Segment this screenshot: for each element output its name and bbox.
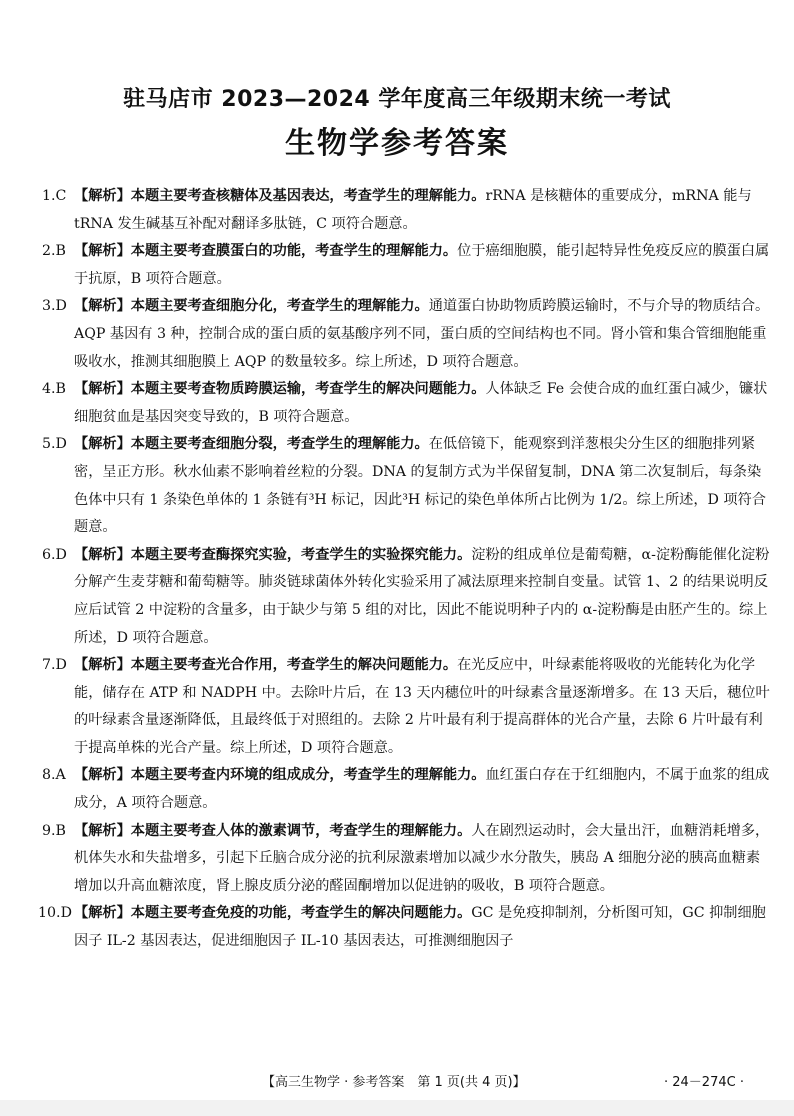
- answer-focus: 本题主要考查免疫的功能，考查学生的解决问题能力。: [130, 905, 472, 922]
- answer-item-7: [42, 652, 770, 762]
- answer-focus: 本题主要考查物质跨膜运输，考查学生的解决问题能力。: [130, 381, 486, 398]
- answer-focus: 本题主要考查光合作用，考查学生的解决问题能力。: [130, 657, 458, 674]
- answer-text: 位于癌细胞膜，能引起特异性免疫反应的膜蛋白属于抗原，B 项符合题意。: [74, 243, 770, 287]
- answer-text: 人体缺乏 Fe 会使合成的血红蛋白减少，镰状细胞贫血是基因突变导致的，B 项符合题意。: [74, 381, 768, 425]
- answer-text: 血红蛋白存在于红细胞内，不属于血浆的组成成分，A 项符合题意。: [74, 767, 770, 812]
- answer-focus: 本题主要考查膜蛋白的功能，考查学生的理解能力。: [130, 243, 458, 260]
- answer-item-8: [42, 762, 770, 817]
- answer-item-3: [42, 293, 770, 376]
- answer-focus: 本题主要考查细胞分化，考查学生的理解能力。: [130, 298, 429, 315]
- analysis-tag: 【解析】: [74, 381, 131, 398]
- answer-number: 8.A: [42, 767, 66, 784]
- answer-item-9: [42, 818, 770, 901]
- footer-code: · 24－274C ·: [664, 1075, 744, 1090]
- analysis-tag: 【解析】: [74, 546, 131, 563]
- answer-item-10: [38, 900, 770, 955]
- answer-focus: 本题主要考查人体的激素调节，考查学生的理解能力。: [130, 822, 472, 839]
- answer-item-5: [42, 431, 770, 541]
- answer-text: 在低倍镜下，能观察到洋葱根尖分生区的细胞排列紧密，呈正方形。秋水仙素不影响着丝粒的分裂。DNA 的复制方式为半保留复制，DNA 第二次复制后，每条染色体中只有 1 条染色单体的 1 条链有³H 标记，因此³H 标记的染色单体所占比例为 1/2。综上所述，D 项符合题意。: [74, 436, 766, 536]
- answer-number: 4.B: [42, 381, 66, 398]
- answer-focus: 本题主要考查核糖体及基因表达，考查学生的理解能力。: [130, 188, 486, 204]
- answer-item-4: [42, 376, 770, 431]
- answer-number: 1.C: [42, 188, 67, 204]
- analysis-tag: 【解析】: [74, 905, 131, 922]
- bottom-edge: [0, 1100, 794, 1116]
- answer-focus: 本题主要考查酶探究实验，考查学生的实验探究能力。: [130, 546, 472, 563]
- analysis-tag: 【解析】: [74, 436, 131, 453]
- analysis-tag: 【解析】: [74, 657, 131, 674]
- analysis-tag: 【解析】: [74, 188, 131, 204]
- answer-number: 5.D: [42, 436, 67, 453]
- answer-focus: 本题主要考查细胞分裂，考查学生的理解能力。: [130, 436, 429, 453]
- footer-page-info: 【高三生物学 · 参考答案 第 1 页(共 4 页)】: [262, 1075, 526, 1090]
- answer-focus: 本题主要考查内环境的组成成分，考查学生的理解能力。: [130, 767, 486, 784]
- answer-number: 7.D: [42, 657, 67, 674]
- answer-list: [38, 183, 770, 956]
- answer-text: 在光反应中，叶绿素能将吸收的光能转化为化学能，储存在 ATP 和 NADPH 中。去除叶片后，在 13 天内穗位叶的叶绿素含量逐渐增多。在 13 天后，穗位叶的叶绿素含量逐渐降低，且最终低于对照组的。去除 2 片叶最有利于提高群体的光合产量，去除 6 片叶最有利于提高单株的光合产量。综上所述，D 项符合题意。: [74, 657, 770, 756]
- analysis-tag: 【解析】: [74, 767, 131, 784]
- analysis-tag: 【解析】: [74, 243, 131, 260]
- analysis-tag: 【解析】: [74, 822, 131, 839]
- answer-number: 9.B: [42, 822, 66, 839]
- answer-number: 6.D: [42, 546, 67, 563]
- answer-text: GC 是免疫抑制剂，分析图可知，GC 抑制细胞因子 IL-2 基因表达，促进细胞因子 IL-10 基因表达，可推测细胞因子: [74, 905, 766, 950]
- analysis-tag: 【解析】: [74, 298, 131, 315]
- answer-text: 淀粉的组成单位是葡萄糖，α-淀粉酶能催化淀粉分解产生麦芽糖和葡萄糖等。肺炎链球菌体外转化实验采用了减法原理来控制自变量。试管 1、2 的结果说明反应后试管 2 中淀粉的含量多，由于缺少与第 5 组的对比，因此不能说明种子内的 α-淀粉酶是由胚产生的。综上所述，D 项符合题意。: [74, 546, 770, 646]
- answer-text: rRNA 是核糖体的重要成分，mRNA 能与 tRNA 发生碱基互补配对翻译多肽链，C 项符合题意。: [74, 188, 752, 232]
- exam-title: 驻马店市 2023—2024 学年度高三年级期末统一考试: [123, 87, 671, 112]
- page-title: 生物学参考答案: [285, 126, 509, 161]
- answer-item-1: [42, 183, 770, 238]
- answer-text: 人在剧烈运动时，会大量出汗，血糖消耗增多，机体失水和失盐增多，引起下丘脑合成分泌的抗利尿激素增加以减少水分散失，胰岛 A 细胞分泌的胰高血糖素增加以升高血糖浓度，肾上腺皮质分泌的醛固酮增加以促进钠的吸收，B 项符合题意。: [74, 822, 770, 894]
- answer-number: 3.D: [42, 298, 67, 315]
- answer-item-2: [42, 238, 770, 293]
- answer-number: 2.B: [42, 243, 66, 260]
- answer-number: 10.D: [38, 905, 72, 922]
- answer-text: 通道蛋白协助物质跨膜运输时，不与介导的物质结合。AQP 基因有 3 种，控制合成的蛋白质的氨基酸序列不同，蛋白质的空间结构也不同。肾小管和集合管细胞能重吸收水，推测其细胞膜上 AQP 的数量较多。综上所述，D 项符合题意。: [74, 298, 770, 370]
- answer-item-6: [42, 542, 770, 652]
